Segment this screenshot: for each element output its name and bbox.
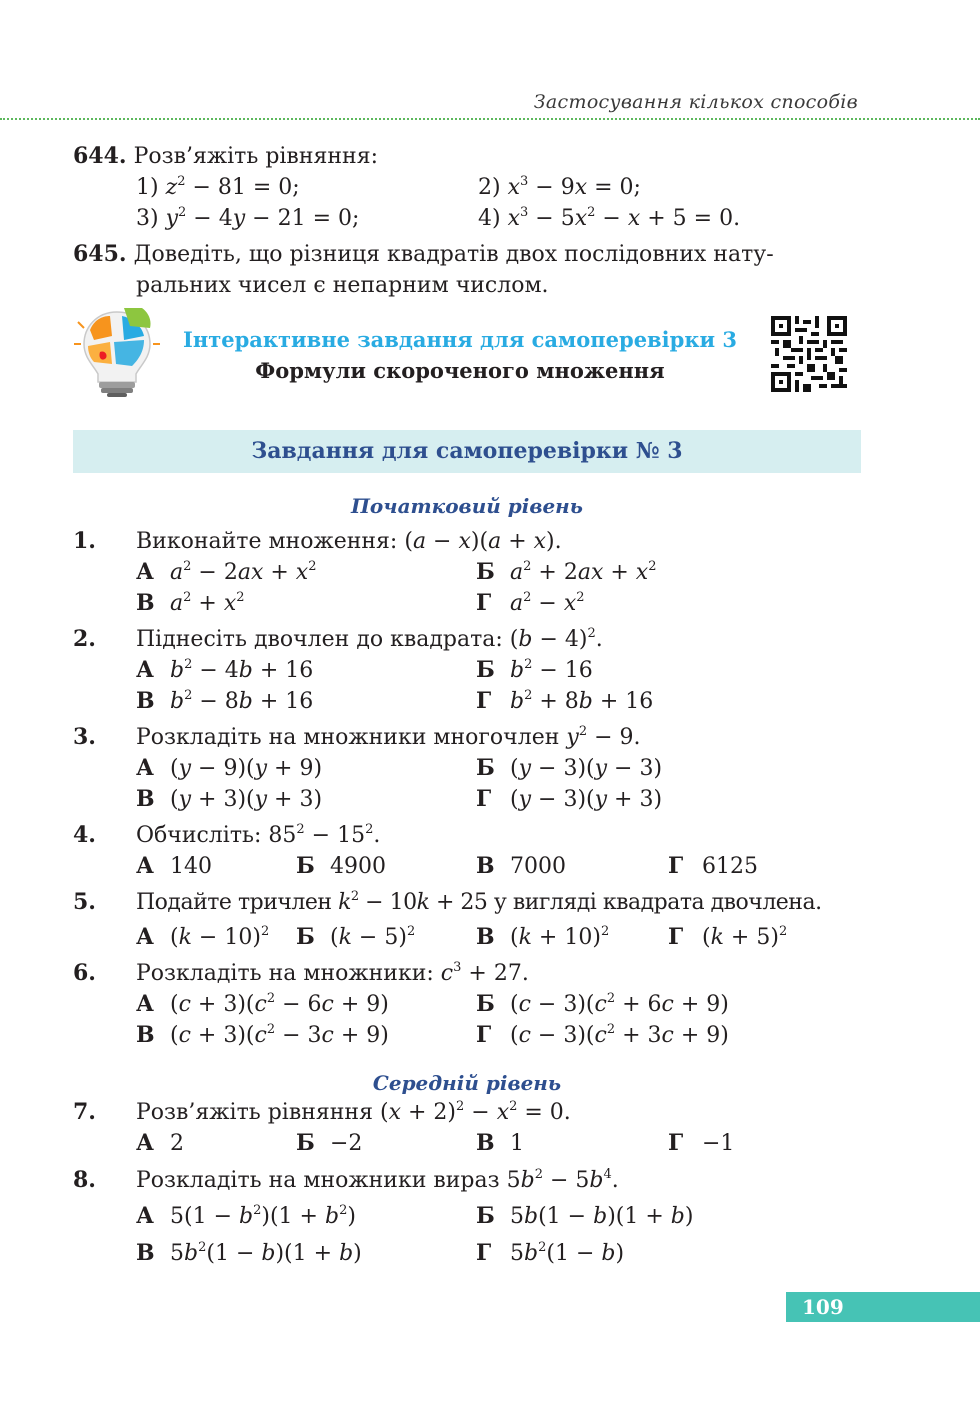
test-title-band	[73, 430, 861, 473]
option-label: В	[136, 1022, 155, 1048]
option-value: 7000	[510, 854, 566, 879]
q6-option-d[interactable]: Г $(c - 3)(c^2 + 3c + 9)$	[476, 1020, 729, 1051]
item-label: 4)	[478, 206, 501, 231]
question-text: Розкладіть на множники вираз	[136, 1168, 500, 1193]
q2-option-b[interactable]: Б $b^2 - 16$	[476, 655, 593, 686]
option-value: 1	[510, 1131, 524, 1156]
question-number: 5.	[73, 889, 96, 915]
q1-option-c[interactable]: В $a^2 + x^2$	[136, 588, 245, 619]
option-label: Г	[668, 924, 684, 950]
option-value: 4900	[330, 854, 386, 879]
option-label: В	[476, 924, 495, 950]
q5-option-b[interactable]: Б $(k - 5)^2$	[296, 922, 415, 953]
q8-number	[73, 1165, 96, 1196]
q6-number	[73, 958, 96, 989]
q8-option-a[interactable]: А $5(1 - b^2)(1 + b^2)$	[136, 1201, 356, 1232]
option-value: 2	[170, 1131, 184, 1156]
q2-option-d[interactable]: Г $b^2 + 8b + 16$	[476, 686, 653, 717]
q1-number	[73, 526, 96, 557]
option-label: Б	[476, 1203, 495, 1229]
q7-number	[73, 1097, 96, 1128]
eq-1: 1) $z^2 - 81 = 0$;	[136, 174, 300, 200]
q2-option-c[interactable]: В $b^2 - 8b + 16$	[136, 686, 313, 717]
q5-option-a[interactable]: А $(k - 10)^2$	[136, 922, 269, 953]
option-label: Б	[296, 924, 315, 950]
option-label: А	[136, 1203, 154, 1229]
question-number: 1.	[73, 528, 96, 554]
question-text: Розкладіть на множники многочлен	[136, 725, 560, 750]
q8-option-c[interactable]: В $5b^2(1 - b)(1 + b)$	[136, 1238, 362, 1269]
item-label: 3)	[136, 206, 159, 231]
q6-option-b[interactable]: Б $(c - 3)(c^2 + 6c + 9)$	[476, 989, 729, 1020]
option-label: В	[476, 853, 495, 879]
option-label: Г	[668, 1130, 684, 1156]
q3-text: Розкладіть на множники многочлен $y^2 - 9$.	[136, 724, 641, 750]
test-title: Завдання для самоперевірки № 3	[251, 438, 683, 464]
q8-option-d[interactable]: Г $5b^2(1 - b)$	[476, 1238, 624, 1269]
exercise-number: 644.	[73, 143, 127, 169]
option-label: А	[136, 755, 154, 781]
running-title: Застосування кількох способів	[533, 91, 858, 113]
option-label: Б	[296, 1130, 315, 1156]
q3-number	[73, 722, 96, 753]
exercise-644	[73, 141, 378, 172]
option-value: 6125	[702, 854, 758, 879]
option-label: Б	[476, 559, 495, 585]
eq-3: 3) $y^2 - 4y - 21 = 0$;	[136, 205, 360, 231]
lightbulb-puzzle-icon	[72, 306, 162, 398]
option-label: Б	[476, 657, 495, 683]
level-heading-initial: Початковий рівень	[351, 494, 583, 518]
qr-code-icon[interactable]	[771, 316, 847, 392]
q8-option-b[interactable]: Б 5b(1 − b)(1 + b)	[476, 1201, 693, 1232]
item-label: 1)	[136, 175, 159, 200]
q4-number	[73, 820, 96, 851]
option-label: Г	[476, 1022, 492, 1048]
q6-text: Розкладіть на множники: $c^3 + 27$.	[136, 960, 529, 986]
option-label: Б	[476, 755, 495, 781]
page-number-tab	[786, 1292, 980, 1322]
q6-option-a[interactable]: А $(c + 3)(c^2 - 6c + 9)$	[136, 989, 389, 1020]
option-label: В	[136, 1240, 155, 1266]
q7-text: Розв’яжіть рівняння $(x + 2)^2 - x^2 = 0$.	[136, 1099, 571, 1125]
question-text-end: у вигляді квадрата двочлена.	[493, 890, 822, 915]
exercise-number: 645.	[73, 241, 127, 267]
option-label: А	[136, 657, 154, 683]
q3-option-b[interactable]: Б (y − 3)(y − 3)	[476, 753, 662, 784]
q2-text: Піднесіть двочлен до квадрата: $(b - 4)^2$.	[136, 626, 603, 652]
option-label: Г	[476, 1240, 492, 1266]
q5-number	[73, 887, 96, 918]
q4-option-c[interactable]	[476, 851, 566, 882]
q3-option-d[interactable]: Г (y − 3)(y + 3)	[476, 784, 662, 815]
q4-option-b[interactable]	[296, 851, 386, 882]
option-label: А	[136, 1130, 154, 1156]
option-label: Г	[668, 853, 684, 879]
option-label: Г	[476, 786, 492, 812]
question-text: Обчисліть:	[136, 823, 262, 848]
q5-option-d[interactable]: Г $(k + 5)^2$	[668, 922, 787, 953]
question-number: 4.	[73, 822, 96, 848]
option-label: В	[136, 688, 155, 714]
exercise-text-line1: Доведіть, що різниця квадратів двох послідовних нату-	[133, 242, 774, 267]
item-label: 2)	[478, 175, 501, 200]
q4-option-d[interactable]	[668, 851, 758, 882]
option-label: В	[136, 786, 155, 812]
header-divider	[0, 118, 980, 120]
exercise-text: Розв’яжіть рівняння:	[133, 144, 378, 169]
option-label: А	[136, 991, 154, 1017]
q7-option-d[interactable]	[668, 1128, 734, 1159]
q1-option-a[interactable]: А $a^2 - 2ax + x^2$	[136, 557, 316, 588]
option-label: В	[476, 1130, 495, 1156]
question-text: Розв’яжіть рівняння	[136, 1100, 373, 1125]
option-label: А	[136, 924, 154, 950]
q2-option-a[interactable]: А $b^2 - 4b + 16$	[136, 655, 313, 686]
q1-option-d[interactable]: Г $a^2 - x^2$	[476, 588, 585, 619]
eq-2: 2) $x^3 - 9x = 0$;	[478, 174, 641, 200]
page-number: 109	[802, 1295, 844, 1319]
q3-option-c[interactable]: В (y + 3)(y + 3)	[136, 784, 322, 815]
question-number: 6.	[73, 960, 96, 986]
exercise-645	[73, 239, 774, 270]
option-label: А	[136, 559, 154, 585]
option-value: −1	[702, 1131, 735, 1156]
question-number: 8.	[73, 1167, 96, 1193]
question-number: 7.	[73, 1099, 96, 1125]
question-text: Піднесіть двочлен до квадрата:	[136, 627, 503, 652]
option-label: Б	[476, 991, 495, 1017]
level-heading-middle: Середній рівень	[372, 1071, 562, 1095]
q7-option-c[interactable]	[476, 1128, 524, 1159]
option-label: Г	[476, 688, 492, 714]
exercise-text-line2: ральних чисел є непарним числом.	[136, 273, 549, 298]
q5-option-c[interactable]: В $(k + 10)^2$	[476, 922, 609, 953]
q7-option-a[interactable]	[136, 1128, 184, 1159]
option-label: Б	[296, 853, 315, 879]
question-number: 3.	[73, 724, 96, 750]
q3-option-a[interactable]: А (y − 9)(y + 9)	[136, 753, 322, 784]
q6-option-c[interactable]: В $(c + 3)(c^2 - 3c + 9)$	[136, 1020, 389, 1051]
q7-option-b[interactable]	[296, 1128, 362, 1159]
question-number: 2.	[73, 626, 96, 652]
q1-option-b[interactable]: Б $a^2 + 2ax + x^2$	[476, 557, 656, 588]
option-value: −2	[330, 1131, 363, 1156]
q8-text: Розкладіть на множники вираз $5b^2 - 5b^4$.	[136, 1167, 619, 1193]
option-label: А	[136, 853, 154, 879]
q4-option-a[interactable]	[136, 851, 212, 882]
interactive-subtitle: Формули скороченого множення	[255, 358, 665, 383]
question-text: Виконайте множення:	[136, 529, 398, 554]
option-label: Г	[476, 590, 492, 616]
question-text: Подайте тричлен	[136, 890, 332, 915]
question-text: Розкладіть на множники:	[136, 961, 434, 986]
q5-text: Подайте тричлен $k^2 - 10k + 25$ у вигляді квадрата двочлена.	[136, 889, 822, 915]
q4-text: Обчисліть: $85^2 - 15^2$.	[136, 822, 381, 848]
q1-text: Виконайте множення: (a − x)(a + x).	[136, 529, 562, 554]
eq-4: 4) $x^3 - 5x^2 - x + 5 = 0$.	[478, 205, 741, 231]
interactive-title[interactable]: Інтерактивне завдання для самоперевірки 3	[183, 327, 737, 352]
q2-number	[73, 624, 96, 655]
option-value: 140	[170, 854, 212, 879]
option-label: В	[136, 590, 155, 616]
